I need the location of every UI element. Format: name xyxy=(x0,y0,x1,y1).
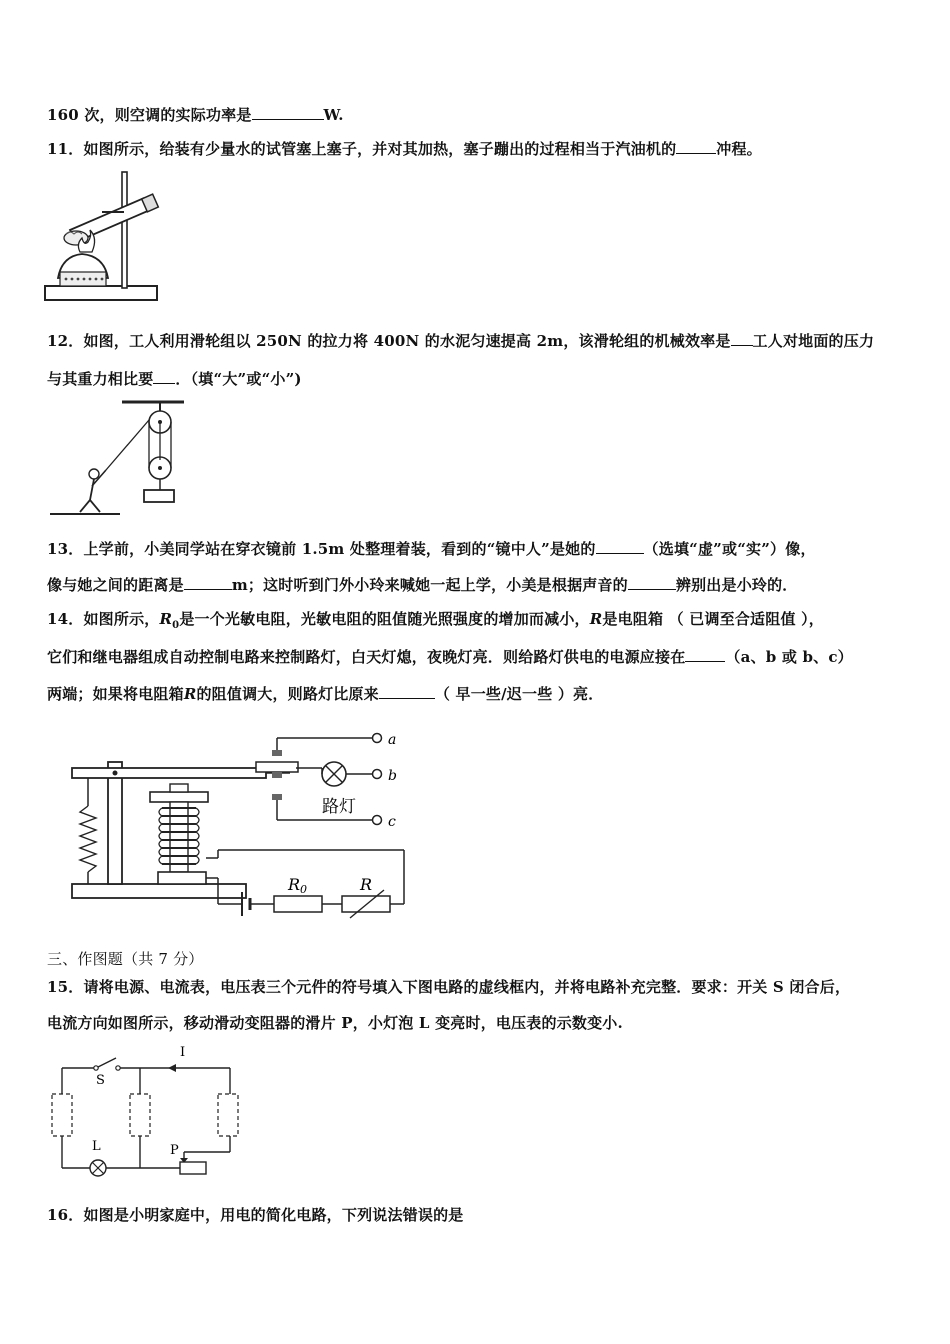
q12-answer-blank-1[interactable] xyxy=(731,331,753,346)
q14-text-2: 是一个光敏电阻，光敏电阻的阻值随光照强度的增加而减小， xyxy=(179,610,590,628)
pulley-system-figure xyxy=(50,398,190,520)
q14-line2 xyxy=(47,646,853,667)
q12-text-4: ．（填“大”或“小”) xyxy=(175,370,302,388)
q10-answer-blank[interactable] xyxy=(252,105,324,120)
terminal-b-label: b xyxy=(388,768,397,784)
q13-text-5: 辨别出是小玲的． xyxy=(675,576,798,594)
q12-answer-blank-2[interactable] xyxy=(153,369,175,384)
q14-r0-letter: R xyxy=(159,610,173,628)
q14-text-1: 14．如图所示， xyxy=(47,610,160,628)
q11-text-end: 冲程。 xyxy=(716,140,762,158)
q12-text-1: 12．如图，工人利用滑轮组以 250N 的拉力将 400N 的水泥匀速提高 2m，该滑轮组的机械效率是 xyxy=(47,332,731,350)
q13-answer-blank-2[interactable] xyxy=(184,575,232,590)
q14-text-4: 它们和继电器组成自动控制电路来控制路灯，白天灯熄，夜晚灯亮．则给路灯供电的电源应接在 xyxy=(47,648,686,666)
q11-answer-blank[interactable] xyxy=(676,139,716,154)
switch-s-label: S xyxy=(96,1073,105,1088)
circuit-q15-figure xyxy=(40,1042,250,1184)
q12-text-2: 工人对地面的压力 xyxy=(752,332,875,350)
q14-text-8: （ 早一些/迟一些 ）亮． xyxy=(434,685,604,703)
q16-line: 16．如图是小明家庭中，用电的简化电路，下列说法错误的是 xyxy=(47,1206,464,1224)
r0-label: R0 xyxy=(288,875,308,896)
terminal-a-label: a xyxy=(388,732,397,748)
q10-tail-unit: W. xyxy=(323,106,344,124)
q14-text-6: 两端；如果将电阻箱 xyxy=(47,685,184,703)
lamp-l-label: L xyxy=(92,1139,101,1154)
q14-text-3: 是电阻箱 （ 已调至合适阻值 ）， xyxy=(602,610,824,628)
r-label: R xyxy=(360,875,373,894)
q14-answer-blank-2[interactable] xyxy=(379,684,435,699)
q13-answer-blank-1[interactable] xyxy=(596,539,644,554)
q12-line1 xyxy=(47,330,874,351)
q14-answer-blank-1[interactable] xyxy=(685,647,725,662)
q11-line xyxy=(47,138,762,159)
q13-line2 xyxy=(47,574,798,595)
q10-tail-line xyxy=(47,104,344,125)
q10-tail-text: 160 次，则空调的实际功率是 xyxy=(47,106,252,124)
lamp-label: 路灯 xyxy=(322,797,356,817)
q14-r-letter: R xyxy=(589,610,603,628)
q13-text-1: 13．上学前，小美同学站在穿衣镜前 1.5m 处整理着装，看到的“镜中人”是她的 xyxy=(47,540,596,558)
q15-line2: 电流方向如图所示，移动滑动变阻器的滑片 P，小灯泡 L 变亮时，电压表的示数变小. xyxy=(47,1014,623,1032)
q12-line2 xyxy=(47,368,302,389)
q13-text-3: 像与她之间的距离是 xyxy=(47,576,184,594)
test-tube-heating-figure xyxy=(44,168,160,304)
current-i-label: I xyxy=(180,1045,186,1060)
q11-text: 11．如图所示，给装有少量水的试管塞上塞子，并对其加热，塞子蹦出的过程相当于汽油机的 xyxy=(47,140,677,158)
q13-line1 xyxy=(47,538,816,559)
q14-text-5: （a、b 或 b、c） xyxy=(725,648,853,666)
q14-line1 xyxy=(47,608,824,631)
q14-line3 xyxy=(47,683,603,704)
terminal-c-label: c xyxy=(388,814,396,830)
q14-text-7: 的阻值调大，则路灯比原来 xyxy=(196,685,379,703)
q15-line1: 15．请将电源、电流表，电压表三个元件的符号填入下图电路的虚线框内，并将电路补充完整．要求：开关 S 闭合后， xyxy=(47,978,851,996)
q14-r-letter-2: R xyxy=(183,685,197,703)
q13-text-2: （选填“虚”或“实”）像， xyxy=(643,540,816,558)
q13-answer-blank-3[interactable] xyxy=(628,575,676,590)
relay-circuit-figure xyxy=(66,728,426,926)
slider-p-label: P xyxy=(170,1143,179,1158)
q13-text-4: m；这时听到门外小玲来喊她一起上学，小美是根据声音的 xyxy=(231,576,628,594)
section3-heading: 三、作图题（共 7 分） xyxy=(47,950,204,968)
q14-r0-sub: 0 xyxy=(172,620,180,631)
q12-text-3: 与其重力相比要 xyxy=(47,370,154,388)
